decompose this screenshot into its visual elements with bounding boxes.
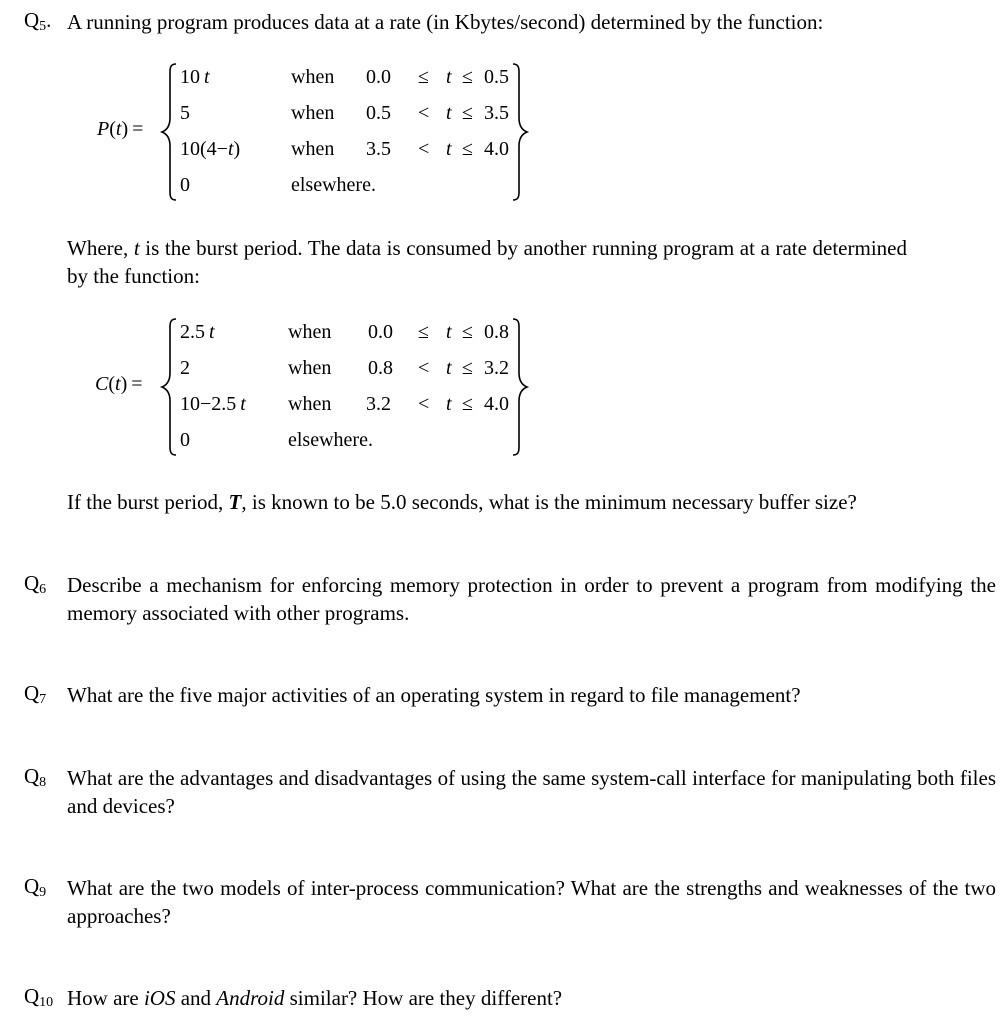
p-row-2-lo: 0.5 <box>366 102 391 124</box>
c-row-1-expr: 2.5 t <box>180 321 215 343</box>
c-row-3-lo: 3.2 <box>366 393 391 415</box>
p-row-1-var: t <box>446 66 452 88</box>
question-9-number: $Q_9$ <box>24 874 47 900</box>
question-5-question: If the burst period, T, is known to be 5.0 seconds, what is the minimum necessary buffer size? <box>67 490 857 514</box>
p-row-1-cond: when <box>291 66 335 88</box>
p-row-3-cond: when <box>291 138 335 160</box>
question-5-description: Where, t is the burst period. The data is consumed by another running program at a rate determined by the function: <box>67 236 907 288</box>
c-row-2-op1: < <box>418 357 430 379</box>
p-lhs: P(t) = <box>97 118 144 140</box>
p-row-3-op2: ≤ <box>462 138 473 160</box>
p-row-4-cond: elsewhere. <box>291 174 376 196</box>
question-10-text: How are iOS and Android similar? How are they different? <box>67 986 563 1010</box>
p-row-4-expr: 0 <box>180 174 190 196</box>
p-row-3-op1: < <box>418 138 430 160</box>
p-row-2-hi: 3.5 <box>484 102 509 124</box>
c-row-2-lo: 0.8 <box>368 357 393 379</box>
p-row-2-op2: ≤ <box>462 102 473 124</box>
question-8-number: $Q_8$ <box>24 764 47 790</box>
p-row-2-op1: < <box>418 102 430 124</box>
question-6-number: $Q_6$ <box>24 571 47 597</box>
p-row-2-cond: when <box>291 102 335 124</box>
c-lhs: C(t) = <box>95 373 143 395</box>
p-row-1-expr: 10 t <box>180 66 210 88</box>
p-row-1-hi: 0.5 <box>484 66 509 88</box>
c-row-4-expr: 0 <box>180 429 190 451</box>
c-row-2-op2: ≤ <box>462 357 473 379</box>
c-row-2-cond: when <box>288 357 332 379</box>
question-8-text: What are the advantages and disadvantages of using the same system-call interface for manipulating both files and devices? <box>67 766 996 818</box>
ios-label: iOS <box>143 986 176 1010</box>
p-row-3-lo: 3.5 <box>366 138 391 160</box>
android-label: Android <box>216 986 285 1010</box>
p-row-1-op2: ≤ <box>462 66 473 88</box>
c-row-3-hi: 4.0 <box>484 393 509 415</box>
question-10-number: $Q_{10}$ <box>24 984 54 1010</box>
c-row-3-cond: when <box>288 393 332 415</box>
question-5-number: $Q_5$. <box>24 8 52 34</box>
p-row-3-expr: 10(4−t) <box>180 138 241 160</box>
c-row-2-var: t <box>446 357 452 379</box>
p-row-1-lo: 0.0 <box>366 66 391 88</box>
question-6-text: Describe a mechanism for enforcing memory protection in order to prevent a program from modifying the memory associated with other programs. <box>67 573 996 625</box>
question-9-text: What are the two models of inter-process communication? What are the strengths and weaknesses of the two approaches? <box>67 876 996 928</box>
c-row-3-op1: < <box>418 393 430 415</box>
p-row-2-expr: 5 <box>180 102 190 124</box>
p-row-3-var: t <box>446 138 452 160</box>
c-row-2-hi: 3.2 <box>484 357 509 379</box>
p-row-2-var: t <box>446 102 452 124</box>
question-5-intro: A running program produces data at a rate (in Kbytes/second) determined by the function: <box>67 10 824 34</box>
p-row-3-hi: 4.0 <box>484 138 509 160</box>
question-7-number: $Q_7$ <box>24 681 47 707</box>
c-row-1-hi: 0.8 <box>484 321 509 343</box>
c-row-1-op1: ≤ <box>418 321 429 343</box>
c-row-3-op2: ≤ <box>462 393 473 415</box>
c-row-1-var: t <box>446 321 452 343</box>
c-row-3-var: t <box>446 393 452 415</box>
c-row-1-lo: 0.0 <box>368 321 393 343</box>
c-row-1-op2: ≤ <box>462 321 473 343</box>
c-row-3-expr: 10−2.5 t <box>180 393 246 415</box>
c-row-2-expr: 2 <box>180 357 190 379</box>
c-row-1-cond: when <box>288 321 332 343</box>
question-7-text: What are the five major activities of an operating system in regard to file management? <box>67 683 801 707</box>
c-row-4-cond: elsewhere. <box>288 429 373 451</box>
p-row-1-op1: ≤ <box>418 66 429 88</box>
